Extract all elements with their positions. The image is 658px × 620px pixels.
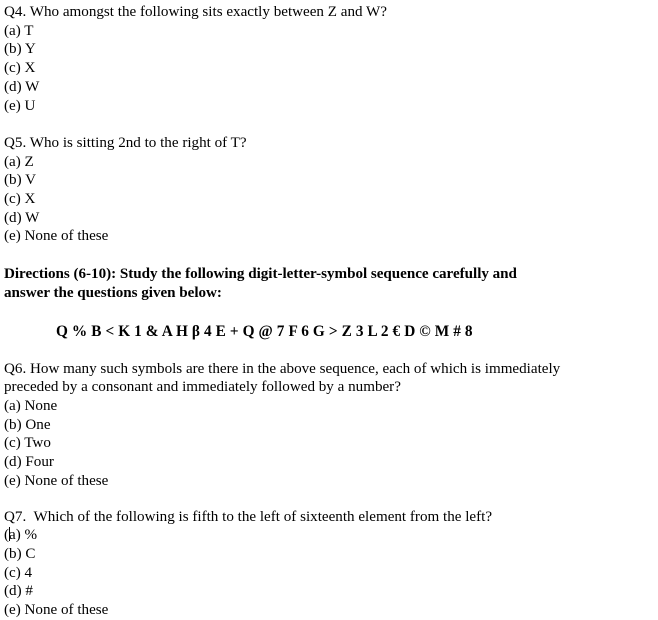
question-block-q4 xyxy=(4,3,652,115)
option-q4-d[interactable]: (d) W xyxy=(4,78,40,95)
question-text-q5: Q5. Who is sitting 2nd to the right of T? xyxy=(4,134,247,151)
option-q5-a[interactable]: (a) Z xyxy=(4,153,34,170)
block-spacer xyxy=(4,491,652,508)
question-block-q7 xyxy=(4,508,652,620)
option-q5-c[interactable]: (c) X xyxy=(4,191,36,208)
option-q4-c[interactable]: (c) X xyxy=(4,60,36,77)
option-q6-a[interactable]: (a) None xyxy=(4,398,58,414)
option-q5-e[interactable]: (e) None of these xyxy=(4,228,109,245)
digit-letter-symbol-sequence: Q % B < K 1 & A H β 4 E + Q @ 7 F 6 G > Z 3 L 2 € D © M # 8 xyxy=(56,322,473,340)
option-q6-c[interactable]: (c) Two xyxy=(4,435,51,452)
directions-block xyxy=(4,265,652,303)
option-q7-a-prefix: ( xyxy=(4,527,10,544)
question-text-q7: Q7. Which of the following is fifth to the left of sixteenth element from the left? xyxy=(4,508,493,525)
option-q4-e[interactable]: (e) U xyxy=(4,97,36,114)
question-text-q6-line-1: Q6. How many such symbols are there in the above sequence, each of which is immediately xyxy=(4,360,561,377)
block-spacer xyxy=(4,341,652,360)
option-q5-d[interactable]: (d) W xyxy=(4,209,40,226)
option-q5-b[interactable]: (b) V xyxy=(4,172,37,189)
option-q4-a[interactable]: (a) T xyxy=(4,22,34,39)
question-block-q6 xyxy=(4,360,652,491)
option-q7-a-suffix: a) % xyxy=(9,527,38,544)
option-q7-a[interactable] xyxy=(4,526,652,545)
block-spacer xyxy=(4,303,652,322)
block-spacer xyxy=(4,246,652,265)
option-q7-d[interactable]: (d) # xyxy=(4,583,33,600)
option-q4-b[interactable]: (b) Y xyxy=(4,41,36,58)
option-q6-b[interactable]: (b) One xyxy=(4,416,51,433)
question-text-q6-line-2: preceded by a consonant and immediately followed by a number? xyxy=(4,379,401,396)
block-spacer xyxy=(4,115,652,134)
option-q6-e[interactable]: (e) None of these xyxy=(4,472,109,489)
option-q7-b[interactable]: (b) C xyxy=(4,545,36,562)
directions-line-1: Directions (6-10): Study the following digit-letter-symbol sequence carefully and xyxy=(4,265,517,282)
option-q7-c[interactable]: (c) 4 xyxy=(4,564,33,581)
option-q7-a-text xyxy=(4,527,37,543)
option-q6-d[interactable]: (d) Four xyxy=(4,454,54,471)
question-text-q4: Q4. Who amongst the following sits exactly between Z and W? xyxy=(4,4,387,20)
directions-line-2: answer the questions given below: xyxy=(4,285,222,302)
option-q7-e[interactable]: (e) None of these xyxy=(4,602,109,619)
question-block-q5 xyxy=(4,134,652,246)
